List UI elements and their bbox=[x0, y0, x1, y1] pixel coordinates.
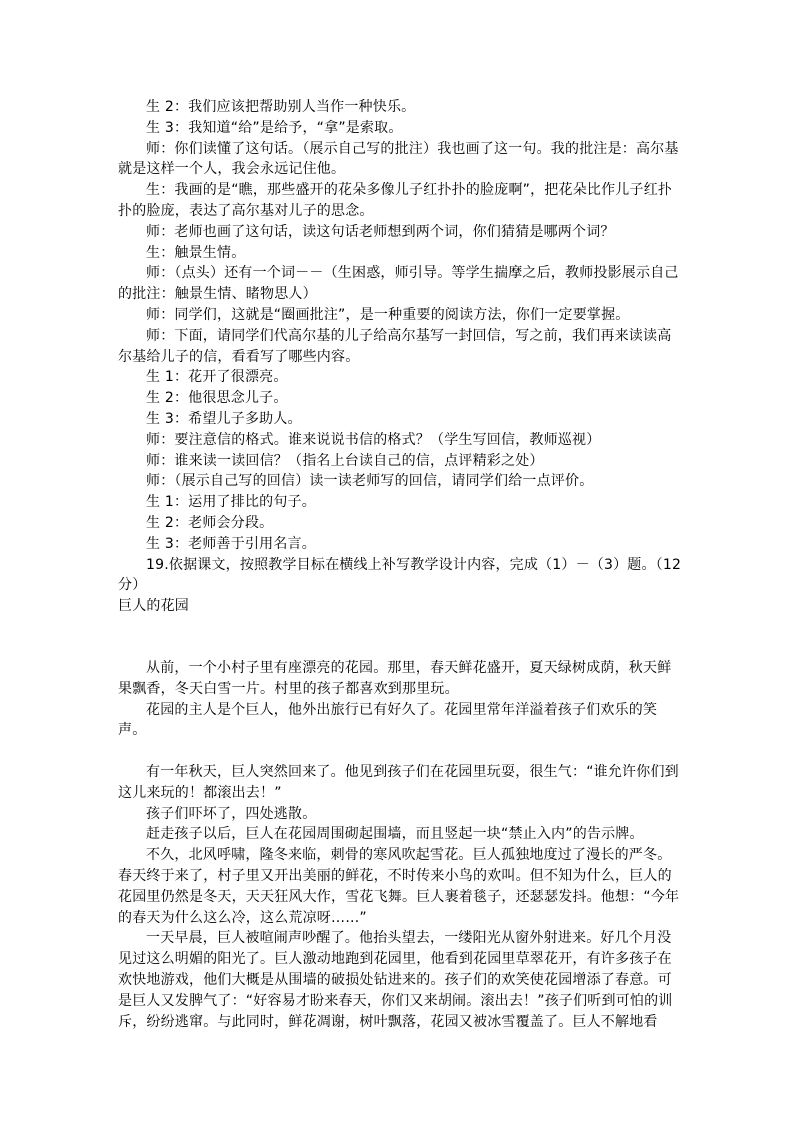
dialogue-line: 生 2：我们应该把帮助别人当作一种快乐。 bbox=[146, 99, 416, 115]
dialogue-line: 生 1：花开了很漂亮。 bbox=[146, 369, 288, 386]
dialogue-line: 师：（点头）还有一个词－－（生困惑，师引导。等学生揣摩之后，教师投影展示自己的批注：触景生情、睹物思人） bbox=[118, 265, 679, 303]
story-paragraph: 不久，北风呼啸，隆冬来临，刺骨的寒风吹起雪花。巨人孤独地度过了漫长的严冬。春天终于来了，村子里又开出美丽的鲜花，不时传来小鸟的欢叫。但不知为什么，巨人的花园里仍然是冬天，天天狂风大作，雪花飞舞。巨人裹着毯子，还瑟瑟发抖。他想：“今年的春天为什么这么冷，这么荒凉呀……” bbox=[118, 847, 680, 926]
dialogue-line: 生 3：希望儿子多助人。 bbox=[146, 410, 302, 427]
story-paragraph: 一天早晨，巨人被喧闹声吵醒了。他抬头望去，一缕阳光从窗外射进来。好几个月没见过这么明媚的阳光了。巨人激动地跑到花园里，他看到花园里草翠花开，有许多孩子在欢快地游戏，他们大概是从围墙的破损处钻进来的。孩子们的欢笑使花园增添了春意。可是巨人又发脾气了：“好容易才盼来春天，你们又来胡闹。滚出去！”孩子们听到可怕的训斥，纷纷逃窜。与此同时，鲜花凋谢，树叶飘落，花园又被冰雪覆盖了。巨人不解地看 bbox=[118, 930, 673, 1030]
dialogue-line: 师：同学们，这就是“圈画批注”，是一种重要的阅读方法，你们一定要掌握。 bbox=[146, 306, 630, 323]
story-paragraph: 花园的主人是个巨人，他外出旅行已有好久了。花园里常年洋溢着孩子们欢乐的笑声。 bbox=[118, 701, 658, 739]
story-title: 巨人的花园 bbox=[118, 598, 189, 615]
dialogue-line: 生：触景生情。 bbox=[146, 244, 246, 261]
blank-line bbox=[118, 741, 684, 762]
story-text bbox=[118, 658, 684, 1032]
dialogue-line: 师：老师也画了这句话，读这句话老师想到两个词，你们猜猜是哪两个词？ bbox=[146, 223, 615, 240]
story-paragraph: 从前，一个小村子里有座漂亮的花园。那里，春天鲜花盛开，夏天绿树成荫，秋天鲜果飘香，冬天白雪一片。村里的孩子都喜欢到那里玩。 bbox=[118, 660, 672, 697]
dialogue-line: 生 2：老师会分段。 bbox=[146, 514, 274, 531]
dialogue-line: 师：你们读懂了这句话。（展示自己写的批注）我也画了这一句。我的批注是：高尔基就是这样一个人，我会永远记住他。 bbox=[118, 140, 679, 178]
dialogue-line: 生：我画的是“瞧，那些盛开的花朵多像儿子红扑扑的脸庞啊”，把花朵比作儿子红扑扑的脸庞，表达了高尔基对儿子的思念。 bbox=[118, 182, 673, 219]
dialogue-line: 师：（展示自己写的回信）读一读老师写的回信，请同学们给一点评价。 bbox=[146, 473, 594, 490]
question-19: 19.依据课文，按照教学目标在横线上补写教学设计内容，完成（1）－（3）题。（12分） bbox=[118, 556, 682, 594]
lesson-dialogue bbox=[118, 97, 684, 617]
dialogue-line: 师：下面，请同学们代高尔基的儿子给高尔基写一封回信，写之前，我们再来读读高尔基给儿子的信，看看写了哪些内容。 bbox=[118, 327, 672, 365]
dialogue-line: 生 1：运用了排比的句子。 bbox=[146, 494, 316, 511]
dialogue-line: 生 2：他很思念儿子。 bbox=[146, 390, 288, 407]
story-paragraph: 赶走孩子以后，巨人在花园周围砌起围墙，而且竖起一块“禁止入内”的告示牌。 bbox=[146, 826, 644, 843]
dialogue-line: 生 3：我知道“给”是给予，“拿”是索取。 bbox=[146, 119, 403, 136]
story-paragraph: 有一年秋天，巨人突然回来了。他见到孩子们在花园里玩耍，很生气：“谁允许你们到这儿来玩的！都滚出去！” bbox=[118, 763, 679, 801]
story-paragraph: 孩子们吓坏了，四处逃散。 bbox=[146, 805, 317, 822]
dialogue-line: 师：要注意信的格式。谁来说说书信的格式？（学生写回信，教师巡视） bbox=[146, 431, 601, 448]
dialogue-line: 生 3：老师善于引用名言。 bbox=[146, 535, 316, 552]
dialogue-line: 师：谁来读一读回信？（指名上台读自己的信，点评精彩之处） bbox=[146, 452, 544, 469]
